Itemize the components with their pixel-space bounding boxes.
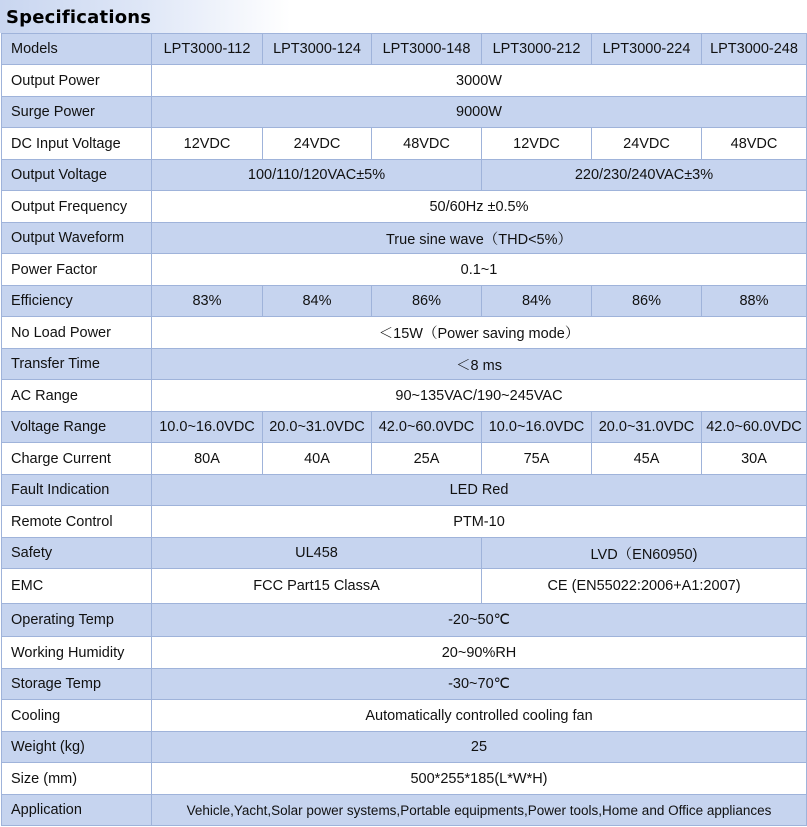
table-row [2,669,807,700]
section-header [0,0,807,33]
table-cell: 30A [702,443,807,475]
table-cell: 20~90%RH [152,637,807,669]
row-label: EMC [2,569,152,604]
table-cell: -30~70℃ [152,669,807,700]
table-cell: 50/60Hz ±0.5% [152,191,807,223]
table-cell: 40A [263,443,372,475]
row-label: Models [2,34,152,65]
table-cell: 500*255*185(L*W*H) [152,763,807,795]
table-cell: FCC Part15 ClassA [152,569,482,604]
table-row [2,604,807,637]
row-label: Efficiency [2,286,152,317]
table-cell: LPT3000-212 [482,34,592,65]
table-row [2,763,807,795]
table-row [2,443,807,475]
table-row [2,160,807,191]
row-label: Weight (kg) [2,732,152,763]
row-label: Working Humidity [2,637,152,669]
table-cell: 84% [263,286,372,317]
table-row [2,65,807,97]
row-label: Storage Temp [2,669,152,700]
table-row [2,349,807,380]
table-row [2,128,807,160]
row-label: Charge Current [2,443,152,475]
table-row [2,569,807,604]
table-cell: 24VDC [263,128,372,160]
table-row [2,191,807,223]
table-cell: PTM-10 [152,506,807,538]
table-cell: 12VDC [152,128,263,160]
specifications-table [1,33,807,826]
table-row [2,795,807,826]
table-cell: 48VDC [702,128,807,160]
table-cell: 20.0~31.0VDC [263,412,372,443]
table-row [2,254,807,286]
table-cell: 84% [482,286,592,317]
row-label: Output Power [2,65,152,97]
table-cell: 83% [152,286,263,317]
table-cell: LED Red [152,475,807,506]
row-label: AC Range [2,380,152,412]
table-cell: 45A [592,443,702,475]
row-label: Size (mm) [2,763,152,795]
table-row [2,34,807,65]
row-label: Cooling [2,700,152,732]
table-row [2,732,807,763]
table-cell: 10.0~16.0VDC [482,412,592,443]
table-row [2,380,807,412]
table-cell: 88% [702,286,807,317]
row-label: Safety [2,538,152,569]
table-row [2,700,807,732]
table-cell: LPT3000-224 [592,34,702,65]
table-cell: LPT3000-124 [263,34,372,65]
table-cell: 9000W [152,97,807,128]
table-cell: Vehicle,Yacht,Solar power systems,Portable equipments,Power tools,Home and Office appliances [152,795,807,826]
row-label: Fault Indication [2,475,152,506]
table-cell: 42.0~60.0VDC [372,412,482,443]
table-cell: Automatically controlled cooling fan [152,700,807,732]
table-row [2,538,807,569]
table-cell: 0.1~1 [152,254,807,286]
row-label: No Load Power [2,317,152,349]
table-cell: 80A [152,443,263,475]
table-cell: LVD（EN60950) [482,538,807,569]
table-cell: 86% [592,286,702,317]
table-cell: -20~50℃ [152,604,807,637]
table-row [2,286,807,317]
row-label: Transfer Time [2,349,152,380]
table-cell: UL458 [152,538,482,569]
table-cell: 10.0~16.0VDC [152,412,263,443]
row-label: Application [2,795,152,826]
table-row [2,412,807,443]
table-cell: 25A [372,443,482,475]
row-label: Output Waveform [2,223,152,254]
page-title: Specifications [6,7,152,28]
row-label: Remote Control [2,506,152,538]
row-label: DC Input Voltage [2,128,152,160]
table-cell: 42.0~60.0VDC [702,412,807,443]
row-label: Operating Temp [2,604,152,637]
table-cell: 220/230/240VAC±3% [482,160,807,191]
table-cell: 12VDC [482,128,592,160]
table-cell: ＜8 ms [152,349,807,380]
row-label: Power Factor [2,254,152,286]
table-row [2,475,807,506]
table-row [2,637,807,669]
row-label: Output Voltage [2,160,152,191]
table-row [2,317,807,349]
table-cell: 75A [482,443,592,475]
table-row [2,506,807,538]
table-cell: 90~135VAC/190~245VAC [152,380,807,412]
table-cell: 48VDC [372,128,482,160]
table-row [2,97,807,128]
table-cell: CE (EN55022:2006+A1:2007) [482,569,807,604]
table-cell: 100/110/120VAC±5% [152,160,482,191]
table-cell: LPT3000-148 [372,34,482,65]
row-label: Voltage Range [2,412,152,443]
table-cell: True sine wave（THD<5%） [152,223,807,254]
table-cell: 24VDC [592,128,702,160]
table-cell: 25 [152,732,807,763]
table-cell: LPT3000-112 [152,34,263,65]
table-cell: 3000W [152,65,807,97]
table-cell: LPT3000-248 [702,34,807,65]
table-cell: ＜15W（Power saving mode） [152,317,807,349]
table-cell: 20.0~31.0VDC [592,412,702,443]
table-row [2,223,807,254]
table-cell: 86% [372,286,482,317]
row-label: Surge Power [2,97,152,128]
row-label: Output Frequency [2,191,152,223]
